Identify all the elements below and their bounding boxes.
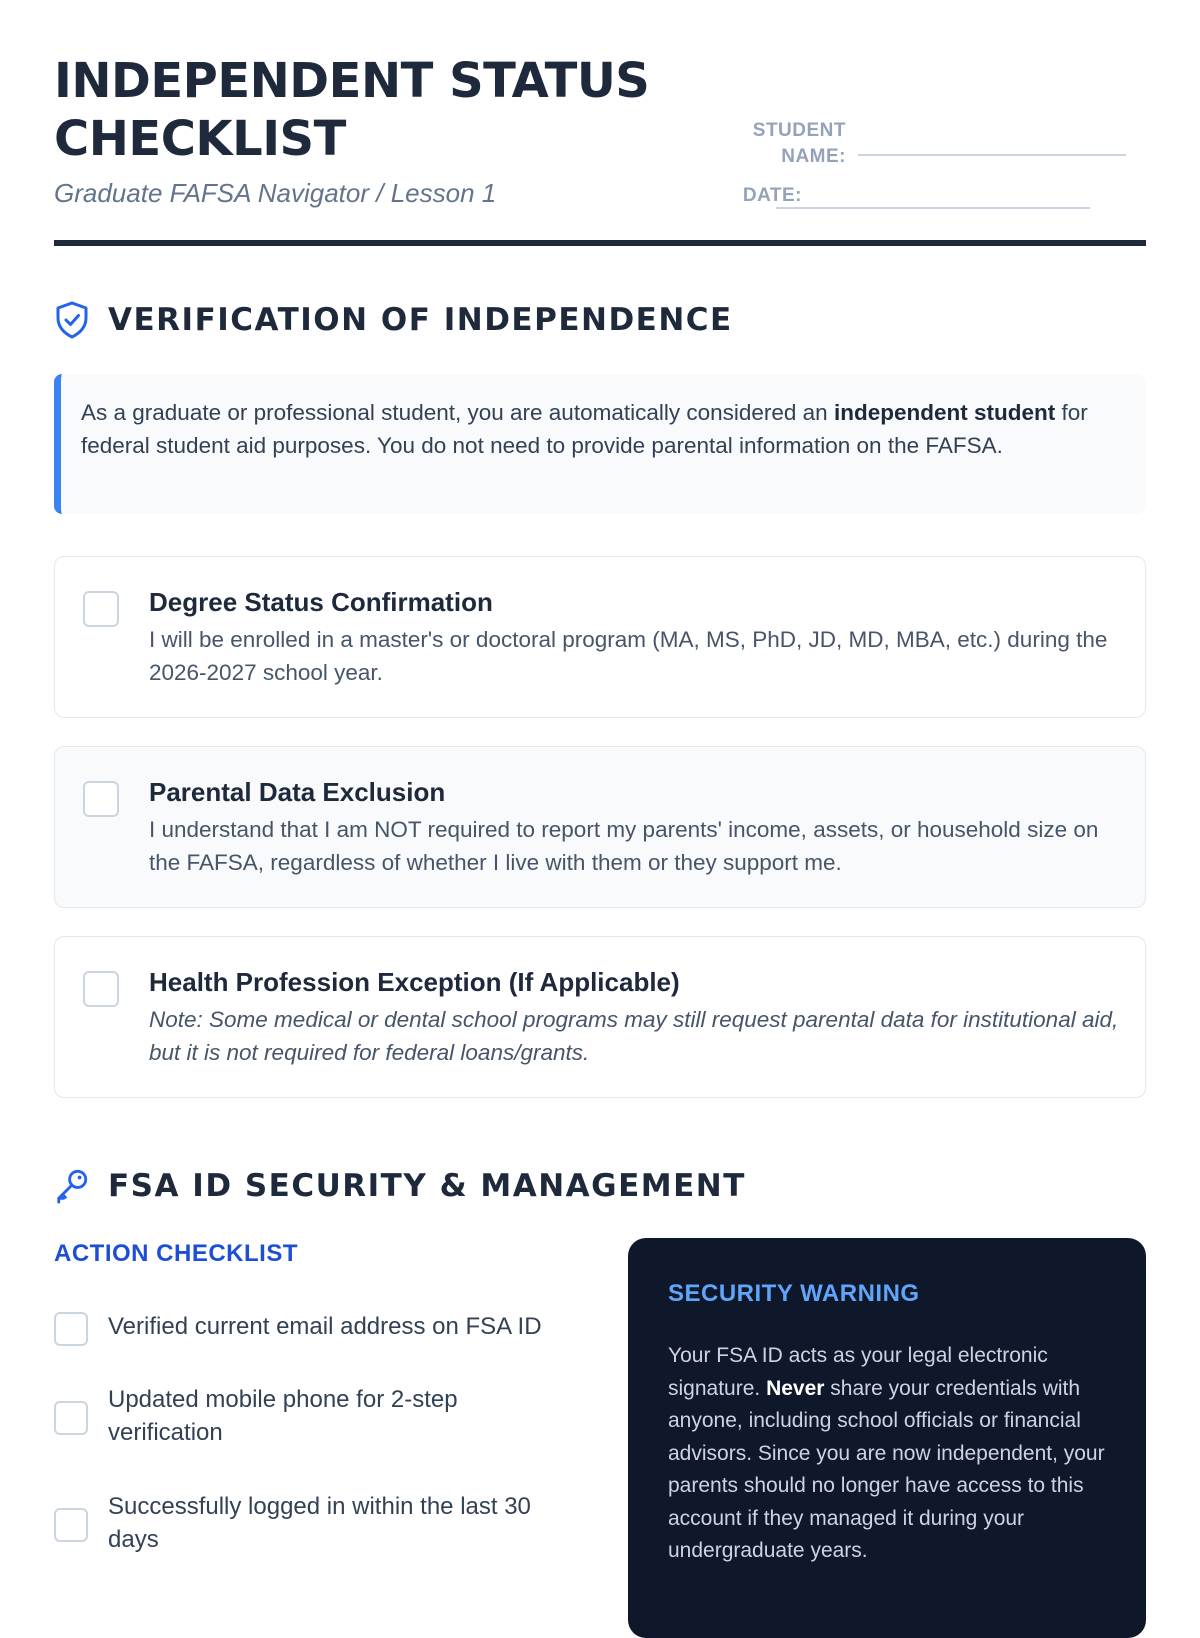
date-field[interactable]	[776, 207, 1090, 209]
header-divider	[54, 240, 1146, 246]
card-title: Degree Status Confirmation	[149, 587, 493, 617]
checklist-card	[54, 556, 1146, 718]
section-title: VERIFICATION OF INDEPENDENCE	[108, 302, 733, 338]
date-label: DATE:	[742, 185, 802, 206]
action-item-label: Successfully logged in within the last 30 days	[108, 1493, 531, 1553]
section-title: FSA ID SECURITY & MANAGEMENT	[108, 1168, 746, 1204]
card-description: I understand that I am NOT required to report my parents' income, assets, or household size on the FAFSA, regardless of whether I live with them or they support me.	[149, 817, 1099, 875]
student-name-field[interactable]	[858, 154, 1126, 156]
page-title: INDEPENDENT STATUS CHECKLIST	[54, 53, 650, 167]
checkbox[interactable]	[83, 971, 119, 1007]
warning-bold: Never	[766, 1376, 825, 1400]
warning-body	[668, 1340, 1106, 1568]
checkbox[interactable]	[83, 781, 119, 817]
warning-text-2: share your credentials with anyone, including school officials or financial advisors. Since you are now independent, your parents should no longer have access to this account if they managed it during your undergraduate years.	[668, 1376, 1105, 1562]
warning-title: SECURITY WARNING	[668, 1280, 920, 1307]
card-description: Note: Some medical or dental school programs may still request parental data for institutional aid, but it is not required for federal loans/grants.	[149, 1007, 1119, 1065]
checkbox[interactable]	[83, 591, 119, 627]
page-subtitle: Graduate FAFSA Navigator / Lesson 1	[54, 178, 497, 208]
warning-text-1: Your FSA ID acts as your legal electronic signature.	[668, 1344, 1048, 1400]
security-warning-panel	[628, 1238, 1146, 1638]
verification-section-heading	[54, 300, 733, 340]
checkbox[interactable]	[54, 1508, 88, 1542]
callout-text-2: for federal student aid purposes. You do not need to provide parental information on the FAFSA.	[81, 400, 1088, 458]
checklist-page	[54, 0, 1146, 1562]
card-title: Parental Data Exclusion	[149, 777, 446, 807]
fsa-section-heading	[54, 1166, 746, 1206]
checklist-card	[54, 936, 1146, 1098]
action-item-label: Verified current email address on FSA ID	[108, 1313, 542, 1340]
key-icon	[54, 1166, 90, 1206]
checkbox[interactable]	[54, 1401, 88, 1435]
card-title: Health Profession Exception (If Applicable)	[149, 967, 680, 997]
action-item-label: Updated mobile phone for 2-step verification	[108, 1386, 458, 1446]
callout-bold: independent student	[833, 400, 1056, 425]
student-name-label: STUDENT NAME:	[752, 120, 846, 167]
callout-text-1: As a graduate or professional student, you are automatically considered an	[81, 400, 834, 425]
header	[54, 0, 1146, 248]
shield-check-icon	[54, 300, 90, 340]
card-description: I will be enrolled in a master's or doctoral program (MA, MS, PhD, JD, MD, MBA, etc.) during the 2026-2027 school year.	[149, 627, 1108, 685]
checklist-card	[54, 746, 1146, 908]
info-callout	[54, 374, 1146, 514]
checkbox[interactable]	[54, 1312, 88, 1346]
action-checklist-heading: ACTION CHECKLIST	[54, 1240, 298, 1267]
